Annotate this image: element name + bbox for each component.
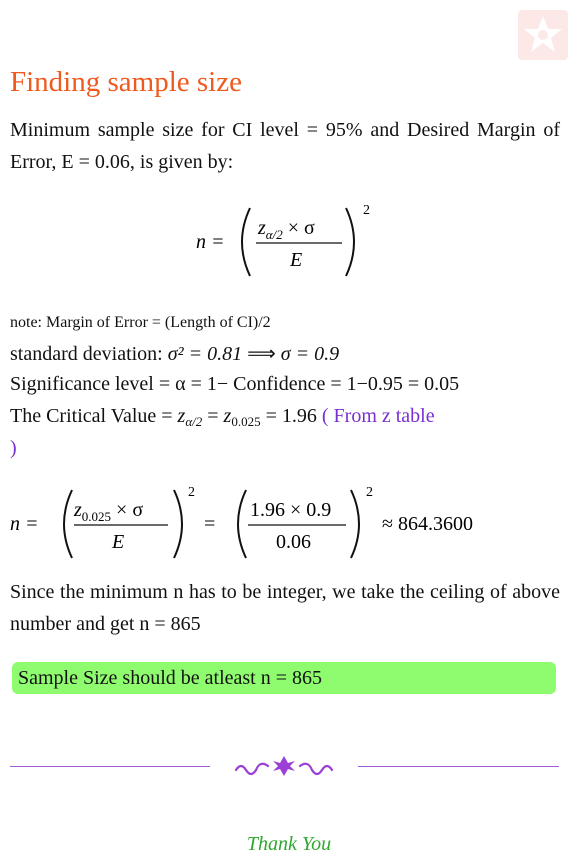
calc-right-paren-1 — [174, 490, 182, 558]
right-paren — [346, 208, 354, 276]
formula-exponent: 2 — [363, 203, 370, 218]
significance-line: Significance level = α = 1− Confidence = 1−0.95 = 0.05 — [10, 373, 460, 395]
z-table-link-close: ) — [10, 437, 17, 459]
calc-equals: = — [204, 513, 216, 535]
calc-right-paren-2 — [351, 490, 359, 558]
calc-left-paren-1 — [64, 490, 72, 558]
app-logo — [518, 10, 568, 60]
divider-right — [358, 766, 559, 767]
formula-calc — [8, 482, 508, 566]
formula-main — [190, 198, 380, 282]
note-text: note: Margin of Error = (Length of CI)/2 — [10, 314, 271, 331]
ornament-icon — [232, 752, 336, 780]
formula-numerator: $z_{\alpha/2} \times \sigma$ — [258, 217, 315, 242]
calc-exponent-1: 2 — [188, 485, 195, 500]
calc-denominator-1: E — [112, 531, 125, 553]
formula-denominator: E — [290, 249, 303, 271]
std-deviation-line: standard deviation: σ² = 0.81 ⟹ σ = 0.9 — [10, 343, 340, 365]
critical-value-line: The Critical Value = $z_{\alpha/2} = z_{0.025} = 1.96$ ( From z table — [10, 405, 435, 429]
left-paren — [242, 208, 250, 276]
star-logo-icon — [518, 10, 568, 60]
thank-you-text: Thank You — [246, 833, 332, 855]
page-title: Finding sample size — [10, 66, 242, 98]
divider-left — [10, 766, 210, 767]
z-table-link[interactable]: ( From z table — [321, 405, 435, 427]
calc-left-paren-2 — [238, 490, 246, 558]
conclusion-text: Since the minimum n has to be integer, we take the ceiling of above number and get n = 865 — [10, 581, 560, 635]
calc-numerator-2: 1.96 × 0.9 — [250, 499, 332, 521]
formula-lhs: n = — [196, 231, 225, 253]
calc-exponent-2: 2 — [366, 485, 373, 500]
calc-denominator-2: 0.06 — [276, 531, 311, 553]
calc-lhs: n = — [10, 513, 39, 535]
calc-numerator-1: $z_{0.025} \times \sigma$ — [74, 499, 144, 524]
result-box: Sample Size should be atleast n = 865 — [12, 662, 556, 694]
calc-approx: ≈ 864.3600 — [382, 513, 473, 535]
intro-text: Minimum sample size for CI level = 95% and Desired Margin of Error, E = 0.06, is given by: — [10, 119, 560, 173]
